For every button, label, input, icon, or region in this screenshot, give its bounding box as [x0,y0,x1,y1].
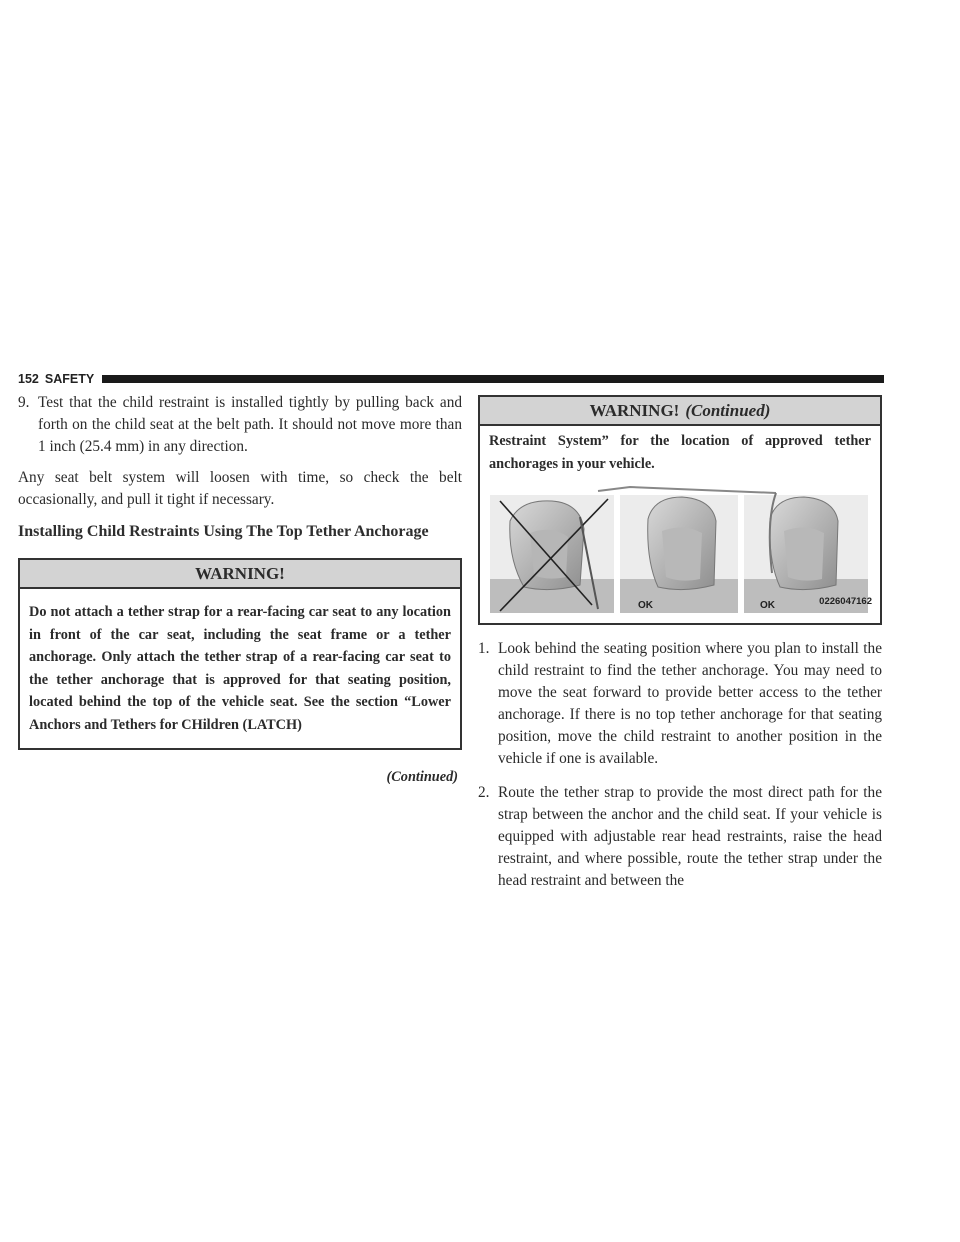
list-item-text: Look behind the seating position where you plan to install the child restraint to find the tether anchorage. You may need to move the seat forward to provide better access to the tether anchorage. If there is no top tether anchorage for that seating position, move the child restraint to another position in the vehicle if one is available. [498,640,882,767]
tether-illustration [480,481,880,621]
list-item [478,638,882,770]
page-header [18,372,884,386]
tether-strap [598,487,776,493]
right-column [478,395,882,904]
left-column [18,392,462,788]
page-number: 152 [18,372,39,386]
warning-body: Do not attach a tether strap for a rear-facing car seat to any location in front of the car seat, including the seat frame or a tether anchorage. Only attach the tether strap of a rear-facing car seat to the tether anchorage that is approved for that seating position, located behind the top of the vehicle seat. See the section “Lower Anchors and Tethers for CHildren (LATCH) [29,604,451,733]
figure-code: 0226047162 [819,596,872,607]
list-item-number: 9. [18,394,30,411]
continued-note: (Continued) [386,769,458,785]
warning-body: Restraint System” for the location of approved tether anchorages in your vehicle. [489,433,871,472]
page-number-section [18,372,94,386]
steps-list [478,638,882,892]
warning-box [18,558,462,750]
paragraph: Any seat belt system will loosen with time, so check the belt occasionally, and pull it tight if necessary. [18,469,462,508]
warning-title [20,560,460,589]
list-item [18,392,462,458]
warning-continued-label: (Continued) [685,401,771,420]
list-item [478,782,882,892]
header-rule [102,375,884,383]
list-item-number: 1. [478,640,490,657]
forward-facing-seat-ok [620,495,738,613]
rear-facing-seat-incorrect [490,495,614,613]
section-name: SAFETY [44,372,95,386]
list-item-text: Test that the child restraint is installed tightly by pulling back and forth on the child seat at the belt path. It should not move more than 1 inch (25.4 mm) in any direction. [38,394,462,455]
warning-title-text: WARNING! [589,401,680,420]
warning-box-continued [478,395,882,625]
ok-label-1: OK [638,600,653,611]
warning-title-text: WARNING! [195,564,285,583]
list-item-number: 2. [478,784,490,801]
section-heading: Installing Child Restraints Using The Top Tether Anchorage [18,523,429,540]
ok-label-2: OK [760,600,775,611]
child-seat-illustration [480,481,876,621]
list-item-text: Route the tether strap to provide the most direct path for the strap between the anchor and the child seat. If your vehicle is equipped with adjustable rear head restraints, raise the head restraint, and where possible, route the tether strap under the head restraint and between the [498,784,882,889]
warning-title [480,397,880,426]
